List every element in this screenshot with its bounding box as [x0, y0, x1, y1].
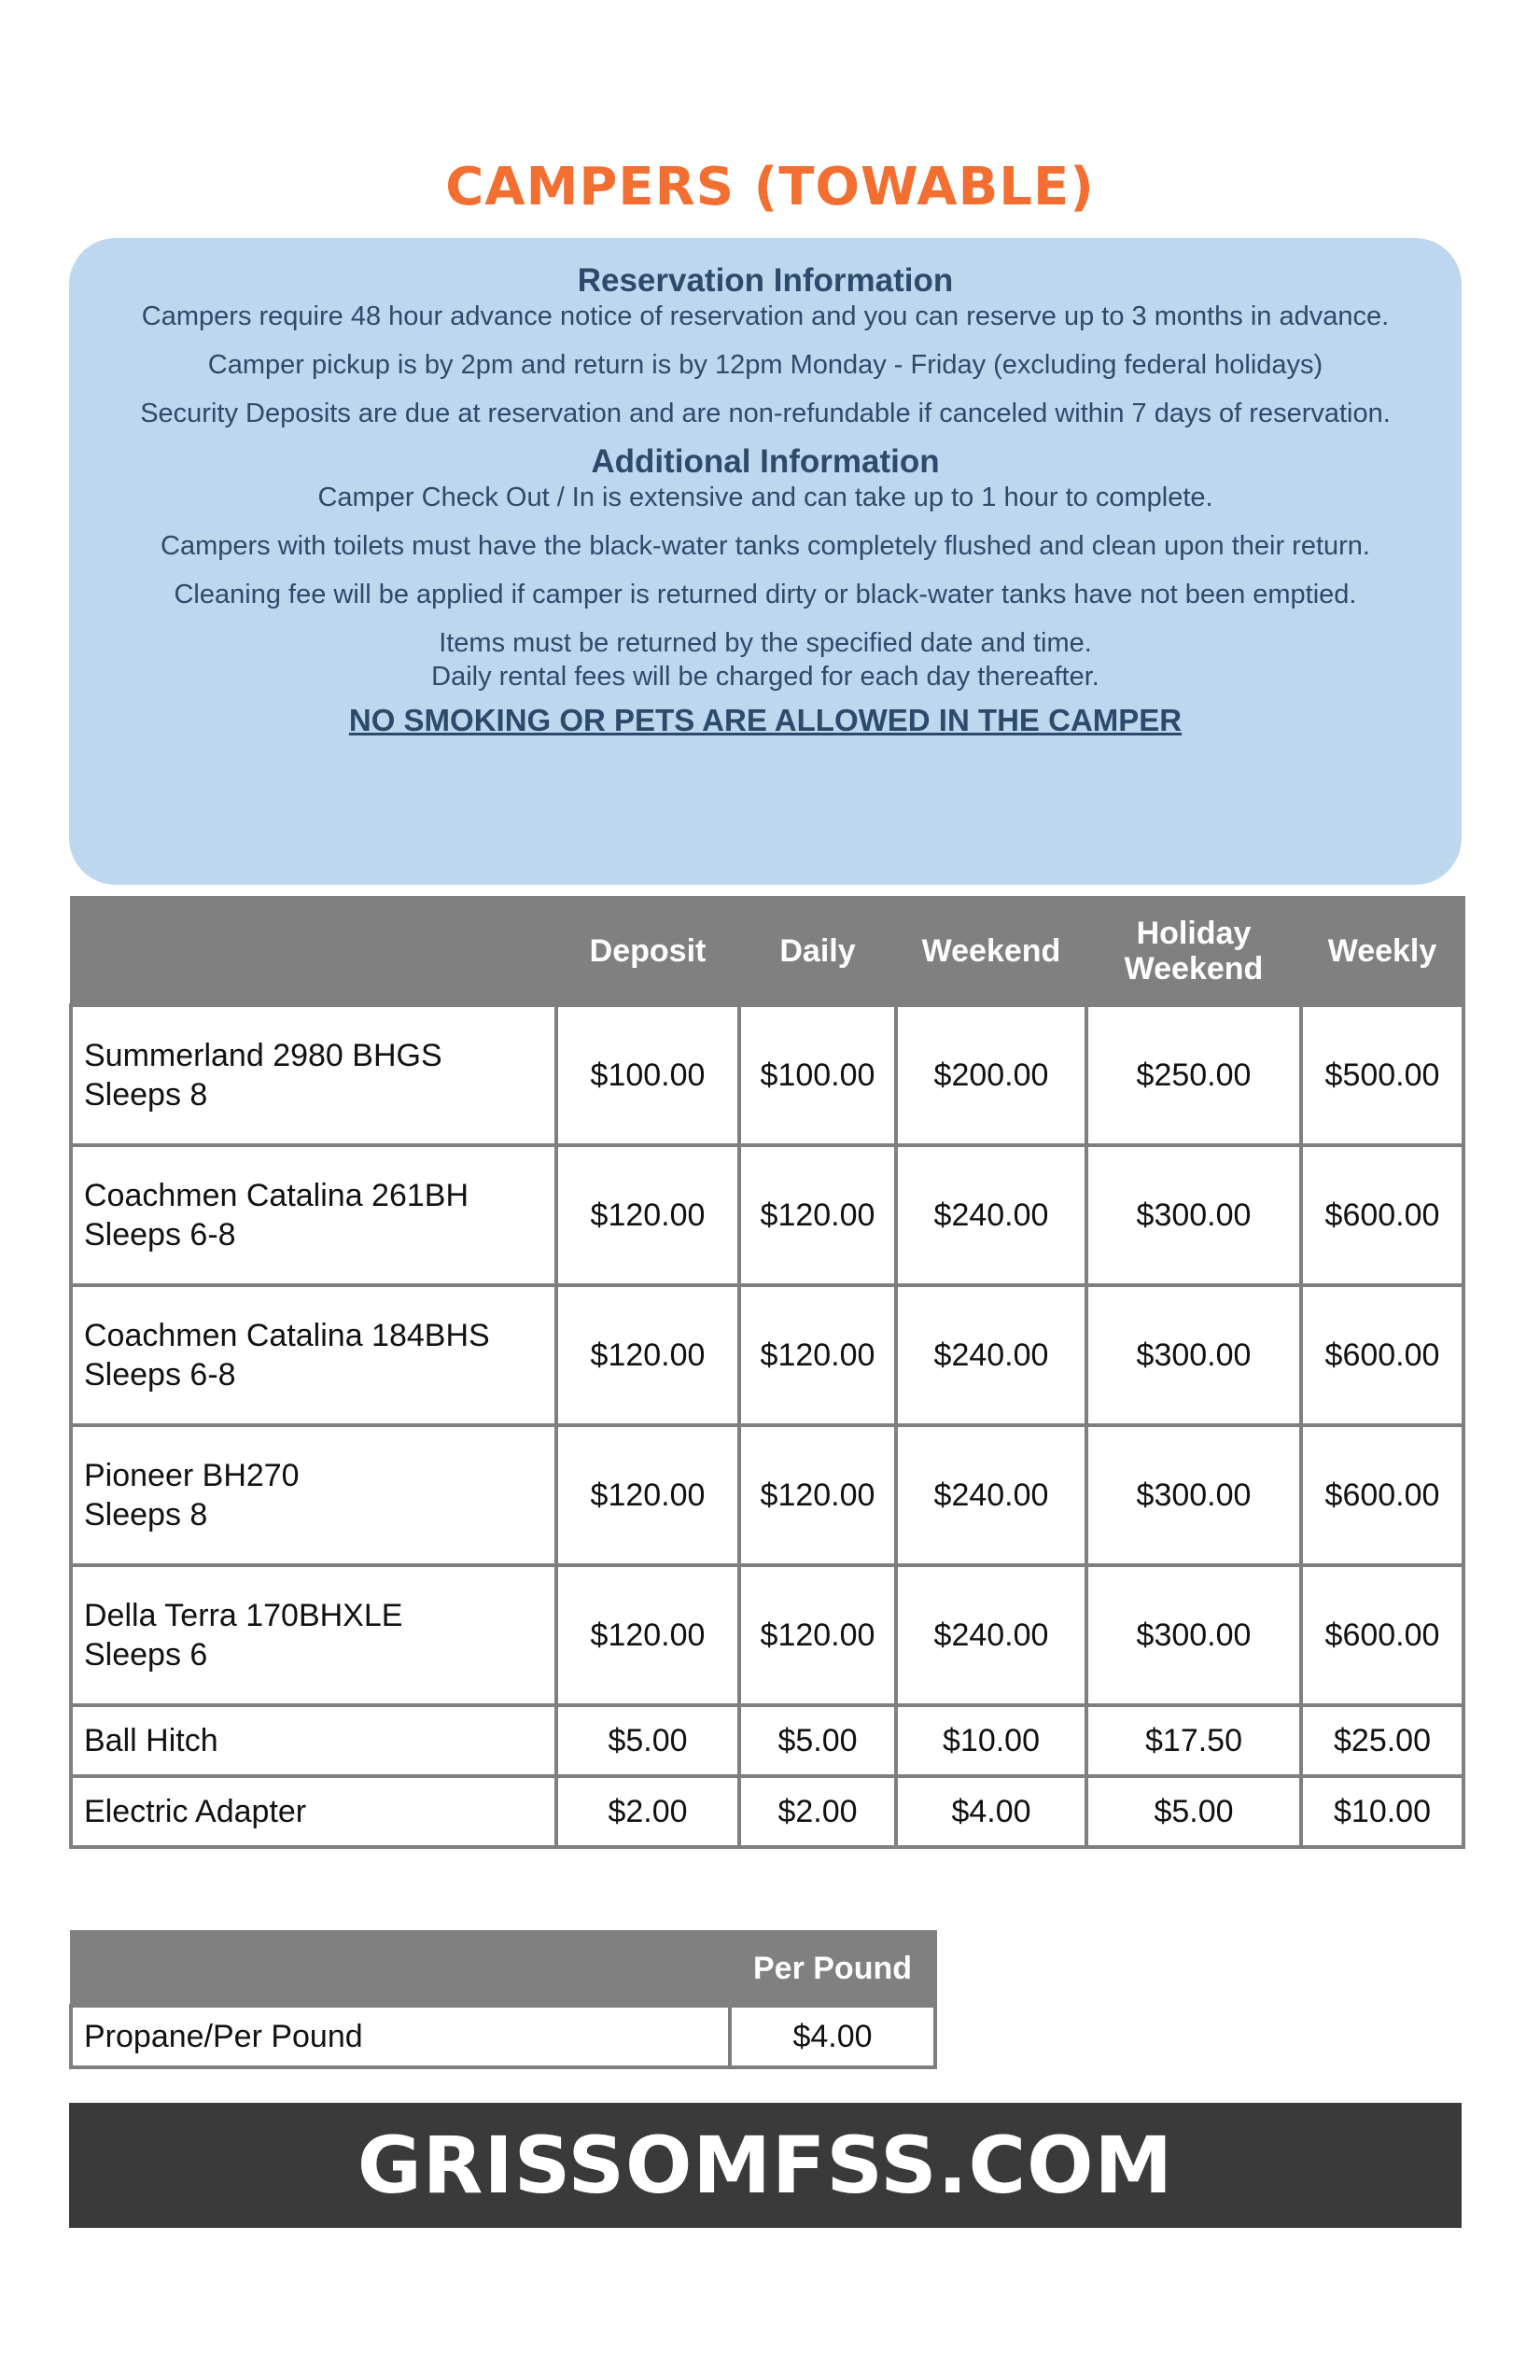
- deposit-cell: $5.00: [556, 1705, 739, 1776]
- header-item: [71, 898, 556, 1006]
- holiday-cell: $300.00: [1086, 1565, 1301, 1705]
- weekly-cell: $600.00: [1301, 1565, 1463, 1705]
- weekly-cell: $600.00: [1301, 1425, 1463, 1565]
- reservation-line: Camper pickup is by 2pm and return is by 12pm Monday - Friday (excluding federal holidays): [207, 350, 1323, 380]
- camper-model: Coachmen Catalina 261BH: [84, 1178, 469, 1213]
- camper-name-cell: [71, 1285, 556, 1425]
- camper-model: Pioneer BH270: [84, 1458, 300, 1493]
- rates-table: [69, 896, 1465, 1849]
- weekend-cell: $4.00: [896, 1776, 1086, 1847]
- table-row: [71, 1145, 1463, 1285]
- daily-cell: $120.00: [739, 1565, 896, 1705]
- daily-cell: $120.00: [739, 1425, 896, 1565]
- weekly-cell: $25.00: [1301, 1705, 1463, 1776]
- reservation-line: Security Deposits are due at reservation and are non-refundable if canceled within 7 days of reservation.: [140, 399, 1391, 428]
- additional-line: Cleaning fee will be applied if camper is returned dirty or black-water tanks have not been emptied.: [174, 580, 1357, 609]
- weekend-cell: $200.00: [896, 1005, 1086, 1145]
- holiday-cell: $300.00: [1086, 1145, 1301, 1285]
- holiday-cell: $5.00: [1086, 1776, 1301, 1847]
- propane-table: [69, 1930, 937, 2069]
- weekly-cell: $500.00: [1301, 1005, 1463, 1145]
- additional-line: Camper Check Out / In is extensive and can take up to 1 hour to complete.: [317, 483, 1213, 512]
- propane-price: $4.00: [730, 2006, 935, 2067]
- no-smoking-warning: NO SMOKING OR PETS ARE ALLOWED IN THE CAMPER: [348, 703, 1183, 737]
- header-holiday-weekend: Holiday Weekend: [1086, 898, 1301, 1006]
- weekly-cell: $600.00: [1301, 1285, 1463, 1425]
- camper-name-cell: [71, 1425, 556, 1565]
- camper-name-cell: [71, 1565, 556, 1705]
- daily-cell: $5.00: [739, 1705, 896, 1776]
- table-row: [71, 1425, 1463, 1565]
- camper-model: Summerland 2980 BHGS: [84, 1038, 442, 1073]
- holiday-cell: $17.50: [1086, 1705, 1301, 1776]
- holiday-cell: $250.00: [1086, 1005, 1301, 1145]
- camper-model: Della Terra 170BHXLE: [84, 1598, 403, 1633]
- weekend-cell: $240.00: [896, 1145, 1086, 1285]
- table-row: [71, 1705, 1463, 1776]
- website-url: GRISSOMFSS.COM: [357, 2120, 1174, 2211]
- weekend-cell: $240.00: [896, 1565, 1086, 1705]
- deposit-cell: $120.00: [556, 1285, 739, 1425]
- camper-sleeps: Sleeps 6: [84, 1637, 208, 1673]
- propane-header-row: [71, 1932, 935, 2007]
- weekend-cell: $240.00: [896, 1425, 1086, 1565]
- camper-sleeps: Sleeps 8: [84, 1497, 208, 1533]
- header-daily: Daily: [739, 898, 896, 1006]
- additional-heading: Additional Information: [591, 443, 940, 480]
- camper-sleeps: Sleeps 6-8: [84, 1217, 236, 1253]
- table-row: [71, 1285, 1463, 1425]
- propane-header-per-pound: Per Pound: [730, 1932, 935, 2007]
- website-banner: [69, 2103, 1462, 2228]
- header-deposit: Deposit: [556, 898, 739, 1006]
- weekly-cell: $10.00: [1301, 1776, 1463, 1847]
- reservation-heading: Reservation Information: [577, 262, 954, 299]
- header-weekend: Weekend: [896, 898, 1086, 1006]
- daily-cell: $2.00: [739, 1776, 896, 1847]
- deposit-cell: $100.00: [556, 1005, 739, 1145]
- additional-line: Daily rental fees will be charged for each day thereafter.: [431, 662, 1099, 692]
- reservation-line: Campers require 48 hour advance notice of reservation and you can reserve up to 3 months in advance.: [141, 301, 1390, 331]
- table-row: [71, 1005, 1463, 1145]
- weekend-cell: $10.00: [896, 1705, 1086, 1776]
- camper-sleeps: Sleeps 8: [84, 1077, 208, 1113]
- rates-header-row: [71, 898, 1463, 1006]
- camper-sleeps: Sleeps 6-8: [84, 1357, 236, 1393]
- weekly-cell: $600.00: [1301, 1145, 1463, 1285]
- additional-line-group: [106, 626, 1424, 693]
- daily-cell: $100.00: [739, 1005, 896, 1145]
- info-panel: [69, 238, 1462, 885]
- table-row: [71, 1565, 1463, 1705]
- table-row: [71, 2006, 935, 2067]
- camper-name-cell: [71, 1005, 556, 1145]
- header-weekly: Weekly: [1301, 898, 1463, 1006]
- camper-name-cell: [71, 1145, 556, 1285]
- additional-line: Campers with toilets must have the black-water tanks completely flushed and clean upon their return.: [161, 531, 1370, 561]
- propane-item: Propane/Per Pound: [71, 2006, 730, 2067]
- holiday-cell: $300.00: [1086, 1425, 1301, 1565]
- table-row: [71, 1776, 1463, 1847]
- accessory-name: Ball Hitch: [71, 1705, 556, 1776]
- daily-cell: $120.00: [739, 1145, 896, 1285]
- accessory-name: Electric Adapter: [71, 1776, 556, 1847]
- propane-header-blank: [71, 1932, 730, 2007]
- page-title: CAMPERS (TOWABLE): [445, 157, 1095, 217]
- deposit-cell: $120.00: [556, 1565, 739, 1705]
- deposit-cell: $120.00: [556, 1425, 739, 1565]
- weekend-cell: $240.00: [896, 1285, 1086, 1425]
- deposit-cell: $2.00: [556, 1776, 739, 1847]
- camper-model: Coachmen Catalina 184BHS: [84, 1318, 490, 1353]
- daily-cell: $120.00: [739, 1285, 896, 1425]
- additional-line: Items must be returned by the specified date and time.: [439, 628, 1092, 658]
- holiday-cell: $300.00: [1086, 1285, 1301, 1425]
- deposit-cell: $120.00: [556, 1145, 739, 1285]
